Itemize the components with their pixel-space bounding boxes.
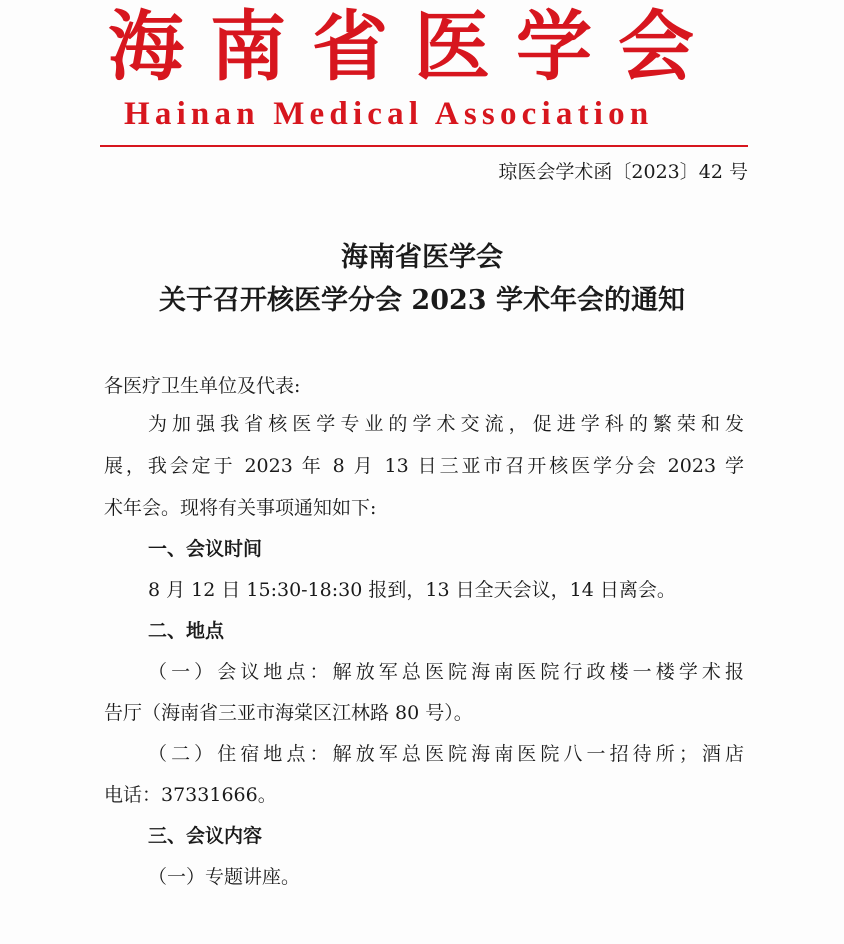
intro-line-2: 展，我会定于 2023 年 8 月 13 日三亚市召开核医学分会 2023 学 bbox=[104, 455, 744, 477]
venue-line-1: （一）会议地点：解放军总医院海南医院行政楼一楼学术报 bbox=[148, 661, 744, 683]
section-heading-location: 二、地点 bbox=[148, 620, 225, 642]
content-item-1: （一）专题讲座。 bbox=[148, 866, 301, 888]
document-number: 琼医会学术函〔2023〕42 号 bbox=[498, 161, 748, 183]
salutation: 各医疗卫生单位及代表: bbox=[104, 375, 301, 397]
venue-line-2: 告厅（海南省三亚市海棠区江林路 80 号）。 bbox=[104, 702, 473, 724]
letterhead-divider bbox=[100, 145, 748, 147]
hotel-line-1: （二）住宿地点：解放军总医院海南医院八一招待所；酒店 bbox=[148, 743, 744, 765]
section-text-time: 8 月 12 日 15:30-18:30 报到，13 日全天会议，14 日离会。 bbox=[148, 579, 676, 601]
section-heading-time: 一、会议时间 bbox=[148, 538, 263, 560]
letterhead-org-name-en: Hainan Medical Association bbox=[124, 96, 654, 132]
letterhead-org-name-cn: 海南省医学会 bbox=[108, 2, 720, 91]
document-title-line1: 海南省医学会 bbox=[341, 242, 503, 273]
section-heading-content: 三、会议内容 bbox=[148, 825, 263, 847]
document-title-line2: 关于召开核医学分会 2023 学术年会的通知 bbox=[159, 285, 685, 316]
hotel-line-2: 电话：37331666。 bbox=[104, 784, 277, 806]
intro-line-3: 术年会。现将有关事项通知如下: bbox=[104, 497, 377, 519]
intro-line-1: 为加强我省核医学专业的学术交流，促进学科的繁荣和发 bbox=[148, 413, 744, 435]
